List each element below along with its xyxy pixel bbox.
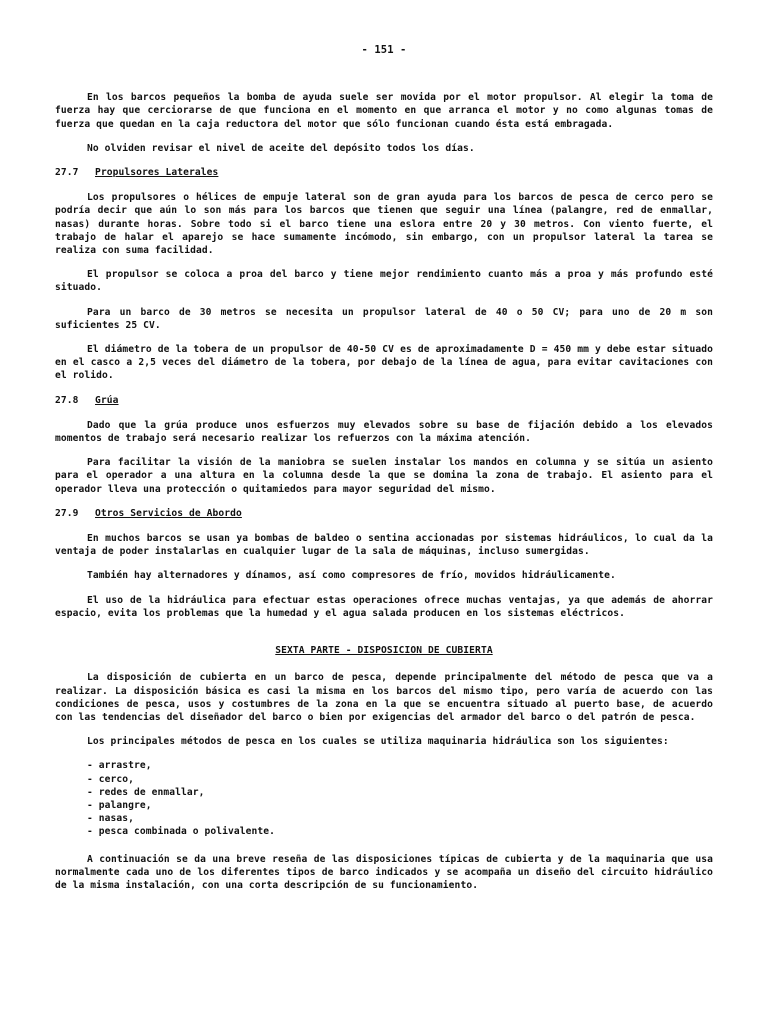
section-heading-27-8 [55, 394, 713, 407]
section-heading-27-9 [55, 507, 713, 520]
section-heading-27-7 [55, 166, 713, 179]
list-item: - nasas, [87, 813, 135, 825]
section-number: 27.9 [55, 507, 79, 519]
list-item: - palangre, [87, 799, 152, 811]
fishing-methods-list [87, 759, 713, 838]
list-item: - cerco, [87, 773, 135, 785]
paragraph: El uso de la hidráulica para efectuar estas operaciones ofrece muchas ventajas, ya que además de ahorrar espacio, evita los problemas que la humedad y el agua salada producen en los sistemas eléctricos. [55, 594, 713, 619]
intro-paragraph-2: No olviden revisar el nivel de aceite del depósito todos los días. [87, 142, 475, 154]
closing-paragraph: A continuación se da una breve reseña de las disposiciones típicas de cubierta y de la maquinaria que usa normalmente cada uno de los diferentes tipos de barco indicados y se acompaña un diseño del circuito hidráulico de la misma instalación, con una corta descripción de su funcionamiento. [55, 853, 713, 891]
paragraph: Los principales métodos de pesca en los cuales se utiliza maquinaria hidráulica son los siguientes: [87, 736, 669, 748]
section-title: Propulsores Laterales [95, 167, 219, 179]
paragraph: Para un barco de 30 metros se necesita un propulsor lateral de 40 o 50 CV; para uno de 20 m son suficientes 25 CV. [55, 306, 713, 331]
section-number: 27.7 [55, 167, 79, 179]
section-number: 27.8 [55, 394, 79, 406]
list-item: - arrastre, [87, 760, 152, 772]
list-item: - redes de enmallar, [87, 786, 205, 798]
section-title: Otros Servicios de Abordo [95, 507, 242, 519]
intro-paragraph-1: En los barcos pequeños la bomba de ayuda suele ser movida por el motor propulsor. Al elegir la toma de fuerza hay que cerciorarse de que funciona en el momento en que arranca el motor y no como algunas tomas de fuerza que quedan en la caja reductora del motor que sólo funcionan cuando ésta está embragada. [55, 92, 713, 130]
list-item: - pesca combinada o polivalente. [87, 826, 276, 838]
paragraph: Los propulsores o hélices de empuje lateral son de gran ayuda para los barcos de pesca de cerco pero se podría decir que aún lo son más para los barcos que tienen que seguir una línea (palangre, red de enmallar, nasas) durante horas. Sobre todo si el barco tiene una eslora entre 20 y 30 metros. Con viento fuerte, el trabajo de halar el aparejo se hace sumamente incómodo, sin embargo, con un propulsor lateral la tarea se realiza con suma facilidad. [55, 192, 713, 257]
paragraph: El diámetro de la tobera de un propulsor de 40-50 CV es de aproximadamente D = 450 mm y debe estar situado en el casco a 2,5 veces del diámetro de la tobera, por debajo de la línea de agua, para evitar cavitaciones con el rolido. [55, 344, 713, 382]
paragraph: También hay alternadores y dínamos, así como compresores de frío, movidos hidráulicamente. [87, 570, 616, 582]
part-title: SEXTA PARTE - DISPOSICION DE CUBIERTA [275, 645, 493, 657]
page-number: - 151 - [361, 44, 407, 56]
paragraph: Dado que la grúa produce unos esfuerzos muy elevados sobre su base de fijación debido a los elevados momentos de trabajo será necesario realizar los refuerzos con la máxima atención. [55, 419, 713, 445]
section-title: Grúa [95, 394, 119, 406]
paragraph: Para facilitar la visión de la maniobra se suelen instalar los mandos en columna y se sitúa un asiento para el operador a una altura en la columna desde la que se domina la zona de trabajo. El asiento para el operador lleva una protección o quitamiedos para mayor seguridad del mismo. [55, 457, 713, 495]
paragraph: En muchos barcos se usan ya bombas de baldeo o sentina accionadas por sistemas hidráulicos, lo cual da la ventaja de poder instalarlas en cualquier lugar de la sala de máquinas, incluso sumergidas. [55, 533, 713, 558]
paragraph: El propulsor se coloca a proa del barco y tiene mejor rendimiento cuanto más a proa y más profundo esté situado. [55, 269, 713, 294]
paragraph: La disposición de cubierta en un barco de pesca, depende principalmente del método de pesca que va a realizar. La disposición básica es casi la misma en los barcos del mismo tipo, pero varía de acuerdo con las condiciones de pesca, usos y costumbres de la zona en la que se encuentra situado al puerto base, de acuerdo con las tendencias del diseñador del barco o bien por exigencias del armador del barco o del patrón de pesca. [55, 672, 713, 723]
document-page [55, 44, 713, 903]
